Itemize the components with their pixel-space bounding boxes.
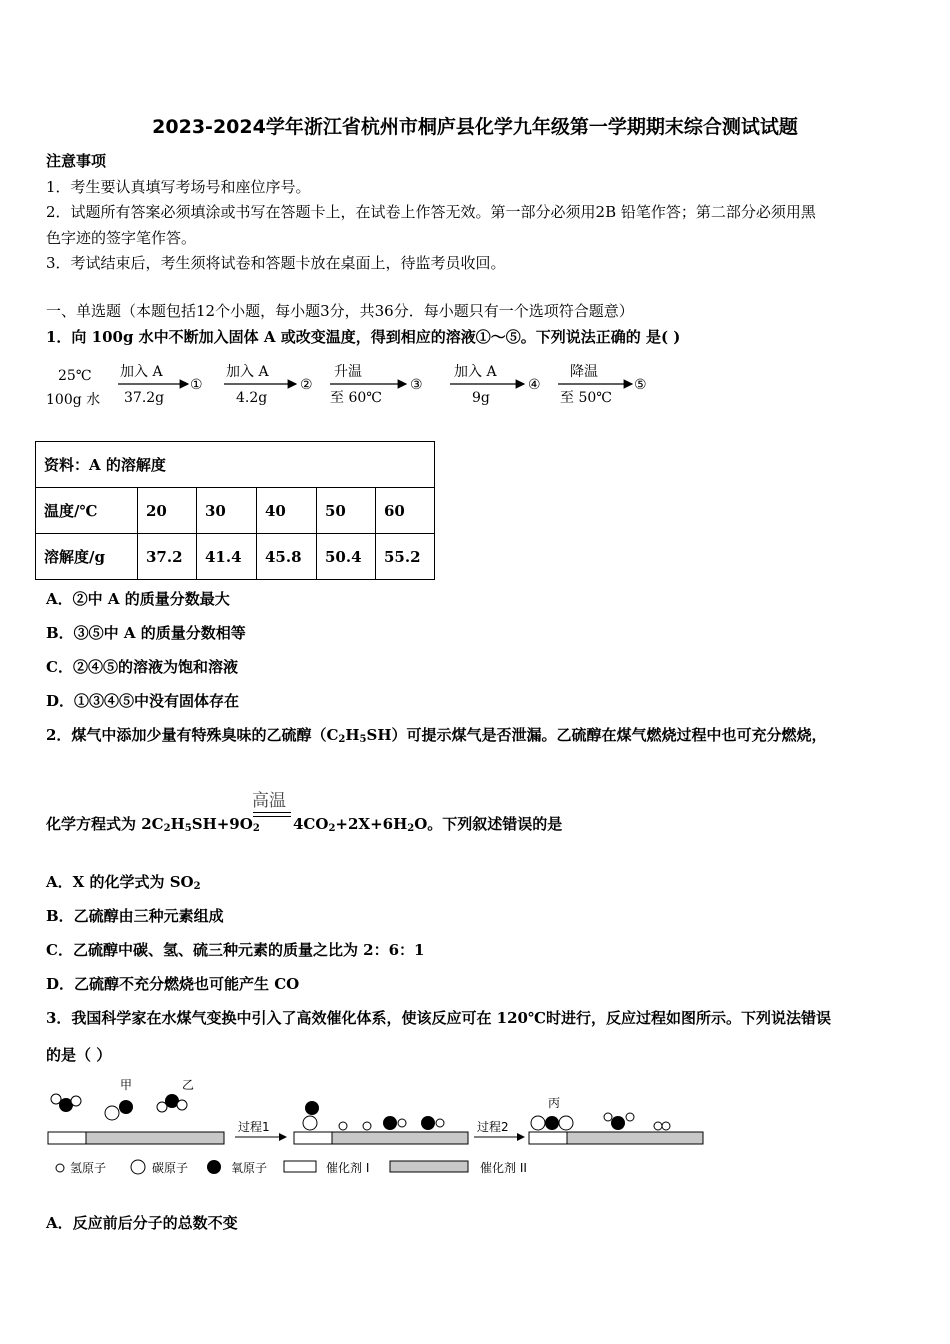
page-title: 2023-2024学年浙江省杭州市桐庐县化学九年级第一学期期末综合测试试题 [152,116,798,138]
oxygen-atom [611,1116,625,1130]
catalyst-2-block [332,1132,468,1144]
table-cell: 37.2 [138,534,197,580]
hydrogen-atom [339,1122,347,1130]
hydrogen-atom [654,1122,662,1130]
catalyst-1-block [48,1132,86,1144]
label-bing: 丙 [548,1096,561,1110]
flow-step-3-top: 升温 [334,364,362,380]
q1-option-c: C．②④⑤的溶液为饱和溶液 [46,658,238,676]
q3-reaction-diagram [40,1075,720,1185]
flow-start-water: 100g 水 [46,392,101,408]
carbon-atom [559,1116,573,1130]
q2-option-d: D．乙硫醇不充分燃烧也可能产生 CO [46,975,300,993]
flow-step-1-top: 加入 A [120,364,163,380]
catalyst-1-block [294,1132,332,1144]
legend-catalyst-1-icon [284,1161,316,1172]
q3-stem-line1: 3．我国科学家在水煤气变换中引入了高效催化体系，使该反应可在 120℃时进行，反应过程如图所示。下列说法错误 [46,1009,831,1027]
table-cell: 45.8 [257,534,317,580]
flow-result-1: ① [190,377,203,393]
carbon-atom [303,1116,317,1130]
carbon-atom [105,1106,119,1120]
hydrogen-atom [177,1100,187,1110]
table-cell: 41.4 [197,534,257,580]
legend-hydrogen-icon [56,1164,64,1172]
table-caption: 资料：A 的溶解度 [36,442,435,488]
notice-item-3: 3．考试结束后，考生须将试卷和答题卡放在桌面上，待监考员收回。 [46,254,506,272]
notice-heading: 注意事项 [46,152,107,170]
flow-start-temp: 25℃ [58,368,92,384]
q1-option-d: D．①③④⑤中没有固体存在 [46,692,240,710]
hydrogen-atom [398,1119,406,1127]
flow-step-5-bottom: 至 50℃ [560,390,612,406]
q1-process-flow [40,358,680,414]
flow-step-5-top: 降温 [570,364,598,380]
q1-option-b: B．③⑤中 A 的质量分数相等 [46,624,246,642]
label-jia: 甲 [120,1078,133,1092]
hydrogen-atom [71,1096,81,1106]
table-row-label-temp: 温度/℃ [36,488,138,534]
q1-option-a: A．②中 A 的质量分数最大 [46,590,230,608]
table-cell: 40 [257,488,317,534]
table-cell: 30 [197,488,257,534]
q2-reaction-condition: 高温 [252,791,286,811]
flow-step-2-top: 加入 A [226,364,269,380]
notice-item-1: 1．考生要认真填写考场号和座位序号。 [46,178,311,196]
label-yi: 乙 [182,1078,195,1092]
oxygen-atom [421,1116,435,1130]
q2-stem: 2．煤气中添加少量有特殊臭味的乙硫醇$(C_2H_5SH)$可提示煤气是否泄漏。乙硫醇在煤气燃烧过程中也可充分燃烧， [46,726,827,745]
q1-stem: 1．向 100g 水中不断加入固体 A 或改变温度，得到相应的溶液①～⑤。下列说法正确的 是( ) [46,328,681,346]
hydrogen-atom [363,1122,371,1130]
q2-equation-left: 化学方程式为 $2C_2H_5SH+9O_2$ [46,815,260,834]
oxygen-atom [383,1116,397,1130]
flow-result-5: ⑤ [634,377,647,393]
flow-step-2-bottom: 4.2g [236,390,268,406]
table-cell: 50 [317,488,376,534]
hydrogen-atom [662,1122,670,1130]
table-cell: 50.4 [317,534,376,580]
legend-catalyst-1-label: 催化剂 I [326,1161,370,1175]
legend-hydrogen-label: 氢原子 [70,1161,107,1175]
flow-step-4-top: 加入 A [454,364,497,380]
legend-catalyst-2-label: 催化剂 II [480,1161,527,1175]
section1-heading: 一、单选题（本题包括12个小题，每小题3分，共36分．每小题只有一个选项符合题意） [46,302,634,320]
legend-carbon-label: 碳原子 [152,1161,189,1175]
q3-option-a: A．反应前后分子的总数不变 [46,1214,238,1232]
table-row-label-solubility: 溶解度/g [36,534,138,580]
flow-result-4: ④ [528,377,541,393]
legend-carbon-icon [131,1160,145,1174]
hydrogen-atom [626,1113,634,1121]
flow-result-3: ③ [410,377,423,393]
hydrogen-atom [436,1119,444,1127]
oxygen-atom [305,1101,319,1115]
flow-step-4-bottom: 9g [472,390,490,406]
table-cell: 55.2 [376,534,435,580]
legend-oxygen-label: 氧原子 [231,1161,268,1175]
q2-option-c: C．乙硫醇中碳、氢、硫三种元素的质量之比为 2：6：1 [46,941,425,959]
legend-oxygen-icon [207,1160,221,1174]
table-cell: 20 [138,488,197,534]
oxygen-atom [545,1116,559,1130]
catalyst-1-block [529,1132,567,1144]
flow-step-1-bottom: 37.2g [124,390,165,406]
catalyst-2-block [86,1132,224,1144]
carbon-atom [531,1116,545,1130]
q3-stem-line2: 的是（ ） [46,1046,112,1064]
hydrogen-atom [604,1113,612,1121]
q2-option-a: A．X 的化学式为 $SO_2$ [46,873,201,892]
oxygen-atom [119,1100,133,1114]
legend-catalyst-2-icon [390,1161,468,1172]
notice-item-2: 2．试题所有答案必须填涂或书写在答题卡上，在试卷上作答无效。第一部分必须用2B 铅笔作答；第二部分必须用黑 [46,203,816,221]
notice-item-2-cont: 色字迹的签字笔作答。 [46,229,197,247]
solubility-table [35,441,435,580]
process-1-label: 过程1 [238,1120,270,1134]
q2-equation-right: $4CO_2+2X+6H_2O$。下列叙述错误的是 [293,815,563,834]
process-2-label: 过程2 [477,1120,509,1134]
table-cell: 60 [376,488,435,534]
flow-result-2: ② [300,377,313,393]
flow-step-3-bottom: 至 60℃ [330,390,382,406]
q2-option-b: B．乙硫醇由三种元素组成 [46,907,224,925]
catalyst-2-block [567,1132,703,1144]
